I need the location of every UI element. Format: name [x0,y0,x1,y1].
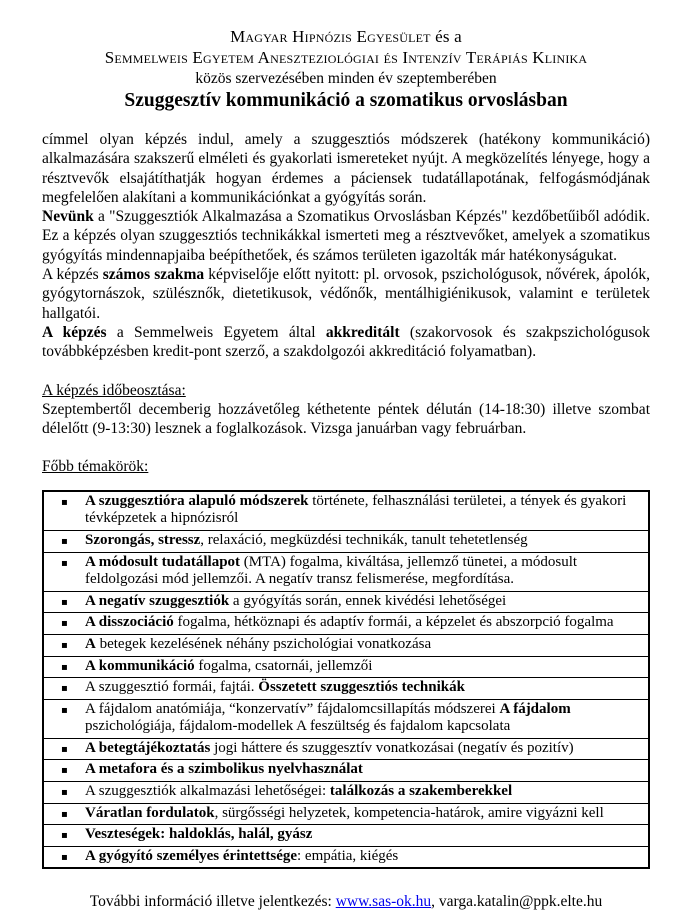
text-run: , sürgősségi helyzetek, kompetencia-határok, amire vigyázni kell [214,804,604,821]
text-run: képviselője előtt nyitott: pl. orvosok, pszichológusok, nővérek, ápolók, gyógytornászok, szülésznők, dietetikusok, védőnők, mentálhigiénikusok, valamint e területek hallgatói. [42,266,650,322]
footer-text-before: További információ illetve jelentkezés: [89,893,336,911]
text-run: a "Szuggesztiók Alkalmazása a Szomatikus Orvoslásban Képzés" kezdőbetűiből adódik. Ez a képzés olyan szuggesztiós technikákkal ismerteti meg a résztvevőket, amelyek a szomatikus gyógyítás mindennapjaiba beépíthetőek, és számos területen igazolták már hatékonyságukat. [42,208,650,264]
topic-text [85,634,649,656]
bold-text-run: találkozás a szakemberekkel [329,783,513,800]
table-row [43,738,649,760]
intro-paragraph [42,130,650,207]
text-run: a gyógyítás során, ennek kivédési lehetőségei [229,592,507,609]
page-title: Szuggesztív kommunikáció a szomatikus orvoslásban [124,90,568,111]
topic-text [85,782,649,804]
bold-text-run: A képzés [42,323,107,341]
bullet-square-icon: ▪ [43,656,85,678]
bold-text-run: Összetett szuggesztiós technikák [258,679,465,696]
intro-paragraph [42,265,650,323]
footer-text-after: , varga.katalin@ppk.elte.hu [431,893,603,911]
bold-text-run: A metafora és a szimbolikus nyelvhasználat [85,761,363,778]
text-run: A képzés [42,266,103,284]
table-row [43,552,649,591]
bullet-square-icon: ▪ [43,782,85,804]
table-row [43,491,649,531]
topics-table [42,490,650,870]
bullet-square-icon: ▪ [43,613,85,635]
text-run: fogalma, hétköznapi és adaptív formái, a képzelet és abszorpció fogalma [173,614,614,631]
table-row [43,699,649,738]
bold-text-run: A disszociáció [85,614,174,631]
schedule-text: Szeptembertől decemberig hozzávetőleg kéthetente péntek délután (14-18:30) illetve szombat délelőtt (9-13:30) lesznek a foglalkozások. Vizsga januárban vagy februárban. [42,400,650,438]
intro-paragraph [42,207,650,265]
text-run: A fájdalom anatómiája, “konzervatív” fájdalomcsillapítás módszerei [85,700,500,717]
document-header [42,26,650,113]
table-row [43,825,649,847]
schedule-heading: A képzés időbeosztása: [42,381,186,399]
table-row [43,782,649,804]
bullet-square-icon: ▪ [43,846,85,868]
table-row [43,591,649,613]
bold-text-run: A fájdalom [499,700,571,717]
table-row [43,846,649,868]
text-run: : empátia, kiégés [297,847,399,864]
table-row [43,656,649,678]
table-row [43,613,649,635]
bullet-square-icon: ▪ [43,552,85,591]
bullet-square-icon: ▪ [43,825,85,847]
organization-name-1: Magyar Hipnózis Egyesület [230,27,431,46]
header-subtitle: közös szervezésében minden év szeptemberében [195,70,497,87]
topics-heading: Főbb témakörök: [42,458,149,476]
bullet-square-icon: ▪ [43,699,85,738]
intro-paragraphs [42,130,650,362]
bold-text-run: Szorongás, stressz [85,531,201,548]
bold-text-run: Váratlan fordulatok [85,804,215,821]
website-link[interactable]: www.sas-ok.hu [335,893,432,911]
bold-text-run: Nevünk [42,208,94,226]
bold-text-run: A betegtájékoztatás [85,739,211,756]
text-run: pszichológiája, fájdalom-modellek A feszültség és fajdalom kapcsolata [85,718,511,735]
table-row [43,634,649,656]
topic-text [85,656,649,678]
bullet-square-icon: ▪ [43,678,85,700]
organization-line-2 [42,47,650,68]
topic-text [85,699,649,738]
text-run: a Semmelweis Egyetem által [106,323,326,341]
bullet-square-icon: ▪ [43,760,85,782]
text-run: története, felhasználási területei, a tények és gyakori tévképzetek a hipnózisról [85,492,627,527]
topic-text [85,760,649,782]
bold-text-run: A gyógyító személyes érintettsége [85,847,298,864]
text-run: A szuggesztiók alkalmazási lehetőségei: [85,783,330,800]
text-run: betegek kezelésének néhány pszichológiai vonatkozása [95,635,432,652]
bullet-square-icon: ▪ [43,803,85,825]
topic-text [85,846,649,868]
bullet-square-icon: ▪ [43,530,85,552]
topic-text [85,591,649,613]
bullet-square-icon: ▪ [61,496,68,508]
organization-name-2: Semmelweis Egyetem Aneszteziológiai és Intenzív Terápiás Klinika [104,48,588,67]
topics-table-body [43,491,649,869]
bullet-square-icon: ▪ [43,738,85,760]
text-run: fogalma, csatornái, jellemzői [194,657,373,674]
bullet-square-icon: ▪ [43,634,85,656]
table-row [43,678,649,700]
bold-text-run: A kommunikáció [85,657,195,674]
footer [42,892,650,912]
organization-line-1-suffix: és a [430,27,462,46]
topic-text [85,738,649,760]
bold-text-run: számos szakma [102,266,205,284]
bold-text-run: A módosult tudatállapot [85,553,241,570]
bullet-square-icon: ▪ [43,591,85,613]
text-run: (szakorvosok és szakpszichológusok továbbképzésben kredit-pont szerző, a szakdolgozói akkreditáció folyamatban). [42,323,651,361]
organization-line-1 [42,26,650,47]
text-run: (MTA) fogalma, kiváltása, jellemző tünetei, a módosult feldolgozási mód jellemzői. A negatív transz felismerése, megfordítása. [85,553,578,588]
intro-paragraph [42,323,650,362]
topic-text [85,825,649,847]
table-row [43,530,649,552]
topic-text [85,803,649,825]
table-row [43,803,649,825]
text-run: A szuggesztió formái, fajtái. [85,679,259,696]
topic-text [85,678,649,700]
topic-text [85,491,649,531]
bold-text-run: Veszteségek: haldoklás, halál, gyász [85,826,313,843]
bold-text-run: akkreditált [325,323,400,341]
topic-text [85,552,649,591]
table-row [43,760,649,782]
bold-text-run: A szuggesztióra alapuló módszerek [85,492,309,509]
bold-text-run: A [85,635,96,652]
bold-text-run: A negatív szuggesztiók [85,592,230,609]
topic-text [85,613,649,635]
text-run: jogi háttere és szuggesztív vonatkozásai (negatív és pozitív) [210,739,574,756]
text-run: , relaxáció, megküzdési technikák, tanult tehetetlenség [200,531,528,548]
text-run: címmel olyan képzés indul, amely a szuggesztiós módszerek (hatékony kommunikáció) alkalmazására szakszerű elméleti és gyakorlati ismereteket nyújt. A megközelítés lényege, hogy a résztvevők elsajátíthatják hogyan érdemes a páciensek tudatállapotának, felfogásmódjának megfelelően alakítani a kommunikációnkat a gyógyítás során. [42,131,650,206]
topic-text [85,530,649,552]
